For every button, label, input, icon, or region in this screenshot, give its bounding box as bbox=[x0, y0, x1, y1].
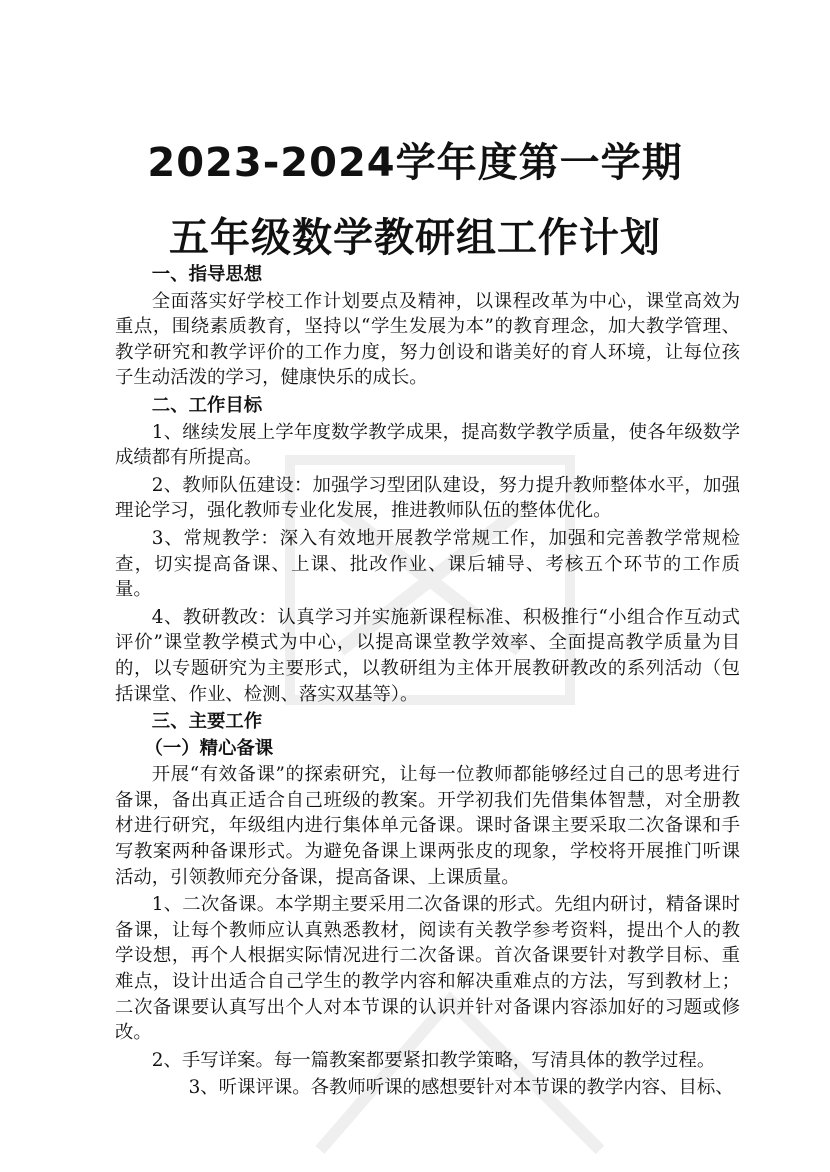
paragraph: 4、教研教改：认真学习并实施新课程标准、积极推行“小组合作互动式评价”课堂教学模式为中心，以提高课堂教学效率、全面提高教学质量为目的，以专题研究为主要形式，以教研组为主体开展教研教改的系列活动（包括课堂、作业、检测、落实双基等）。 bbox=[115, 606, 740, 705]
document-body bbox=[115, 262, 740, 1103]
title-line-2: 五年级数学教研组工作计划 bbox=[169, 215, 661, 261]
section-heading-guiding-idea: 一、指导思想 bbox=[151, 264, 263, 285]
subsection-heading-lesson-prep: （一）精心备课 bbox=[144, 737, 274, 759]
section-heading-main-work: 三、主要工作 bbox=[151, 711, 263, 733]
paragraph: 2、教师队伍建设：加强学习型团队建设，努力提升教师整体水平，加强理论学习，强化教师专业化发展，推进教师队伍的整体优化。 bbox=[115, 474, 740, 522]
title-line-1: 2023-2024学年度第一学期 bbox=[147, 140, 683, 186]
paragraph: 1、继续发展上学年度数学教学成果，提高数学教学质量，使各年级数学成绩都有所提高。 bbox=[115, 421, 740, 469]
paragraph: 3、常规教学：深入有效地开展教学常规工作，加强和完善教学常规检查，切实提高备课、上课、批改作业、课后辅导、考核五个环节的工作质量。 bbox=[115, 527, 740, 601]
paragraph: 全面落实好学校工作计划要点及精神，以课程改革为中心，课堂高效为重点，围绕素质教育，坚持以“学生发展为本”的教育理念，加大教学管理、教学研究和教学评价的工作力度，努力创设和谐美好的育人环境，让每位孩子生动活泼的学习，健康快乐的成长。 bbox=[115, 290, 740, 389]
paragraph: 3、听课评课。各教师听课的感想要针对本节课的教学内容、目标、 bbox=[188, 1077, 734, 1099]
paragraph: 开展“有效备课”的探索研究，让每一位教师都能够经过自己的思考进行备课，备出真正适合自己班级的教案。开学初我们先借集体智慧，对全册教材进行研究，年级组内进行集体单元备课。课时备课主要采取二次备课和手写教案两种备课形式。为避免备课上课两张皮的现象，学校将开展推门听课活动，引领教师充分备课，提高备课、上课质量。 bbox=[115, 764, 740, 888]
paragraph: 2、手写详案。每一篇教案都要紧扣教学策略，写清具体的教学过程。 bbox=[151, 1049, 716, 1071]
section-heading-work-goals: 二、工作目标 bbox=[151, 394, 263, 416]
paragraph: 1、二次备课。本学期主要采用二次备课的形式。先组内研讨，精备课时备课，让每个教师应认真熟悉教材，阅读有关教学参考资料，提出个人的教学设想，再个人根据实际情况进行二次备课。首次备课要针对教学目标、重难点，设计出适合自己学生的教学内容和解决重难点的方法，写到教材上；二次备课要认真写出个人对本节课的认识并针对备课内容添加好的习题或修改。 bbox=[115, 894, 740, 1044]
